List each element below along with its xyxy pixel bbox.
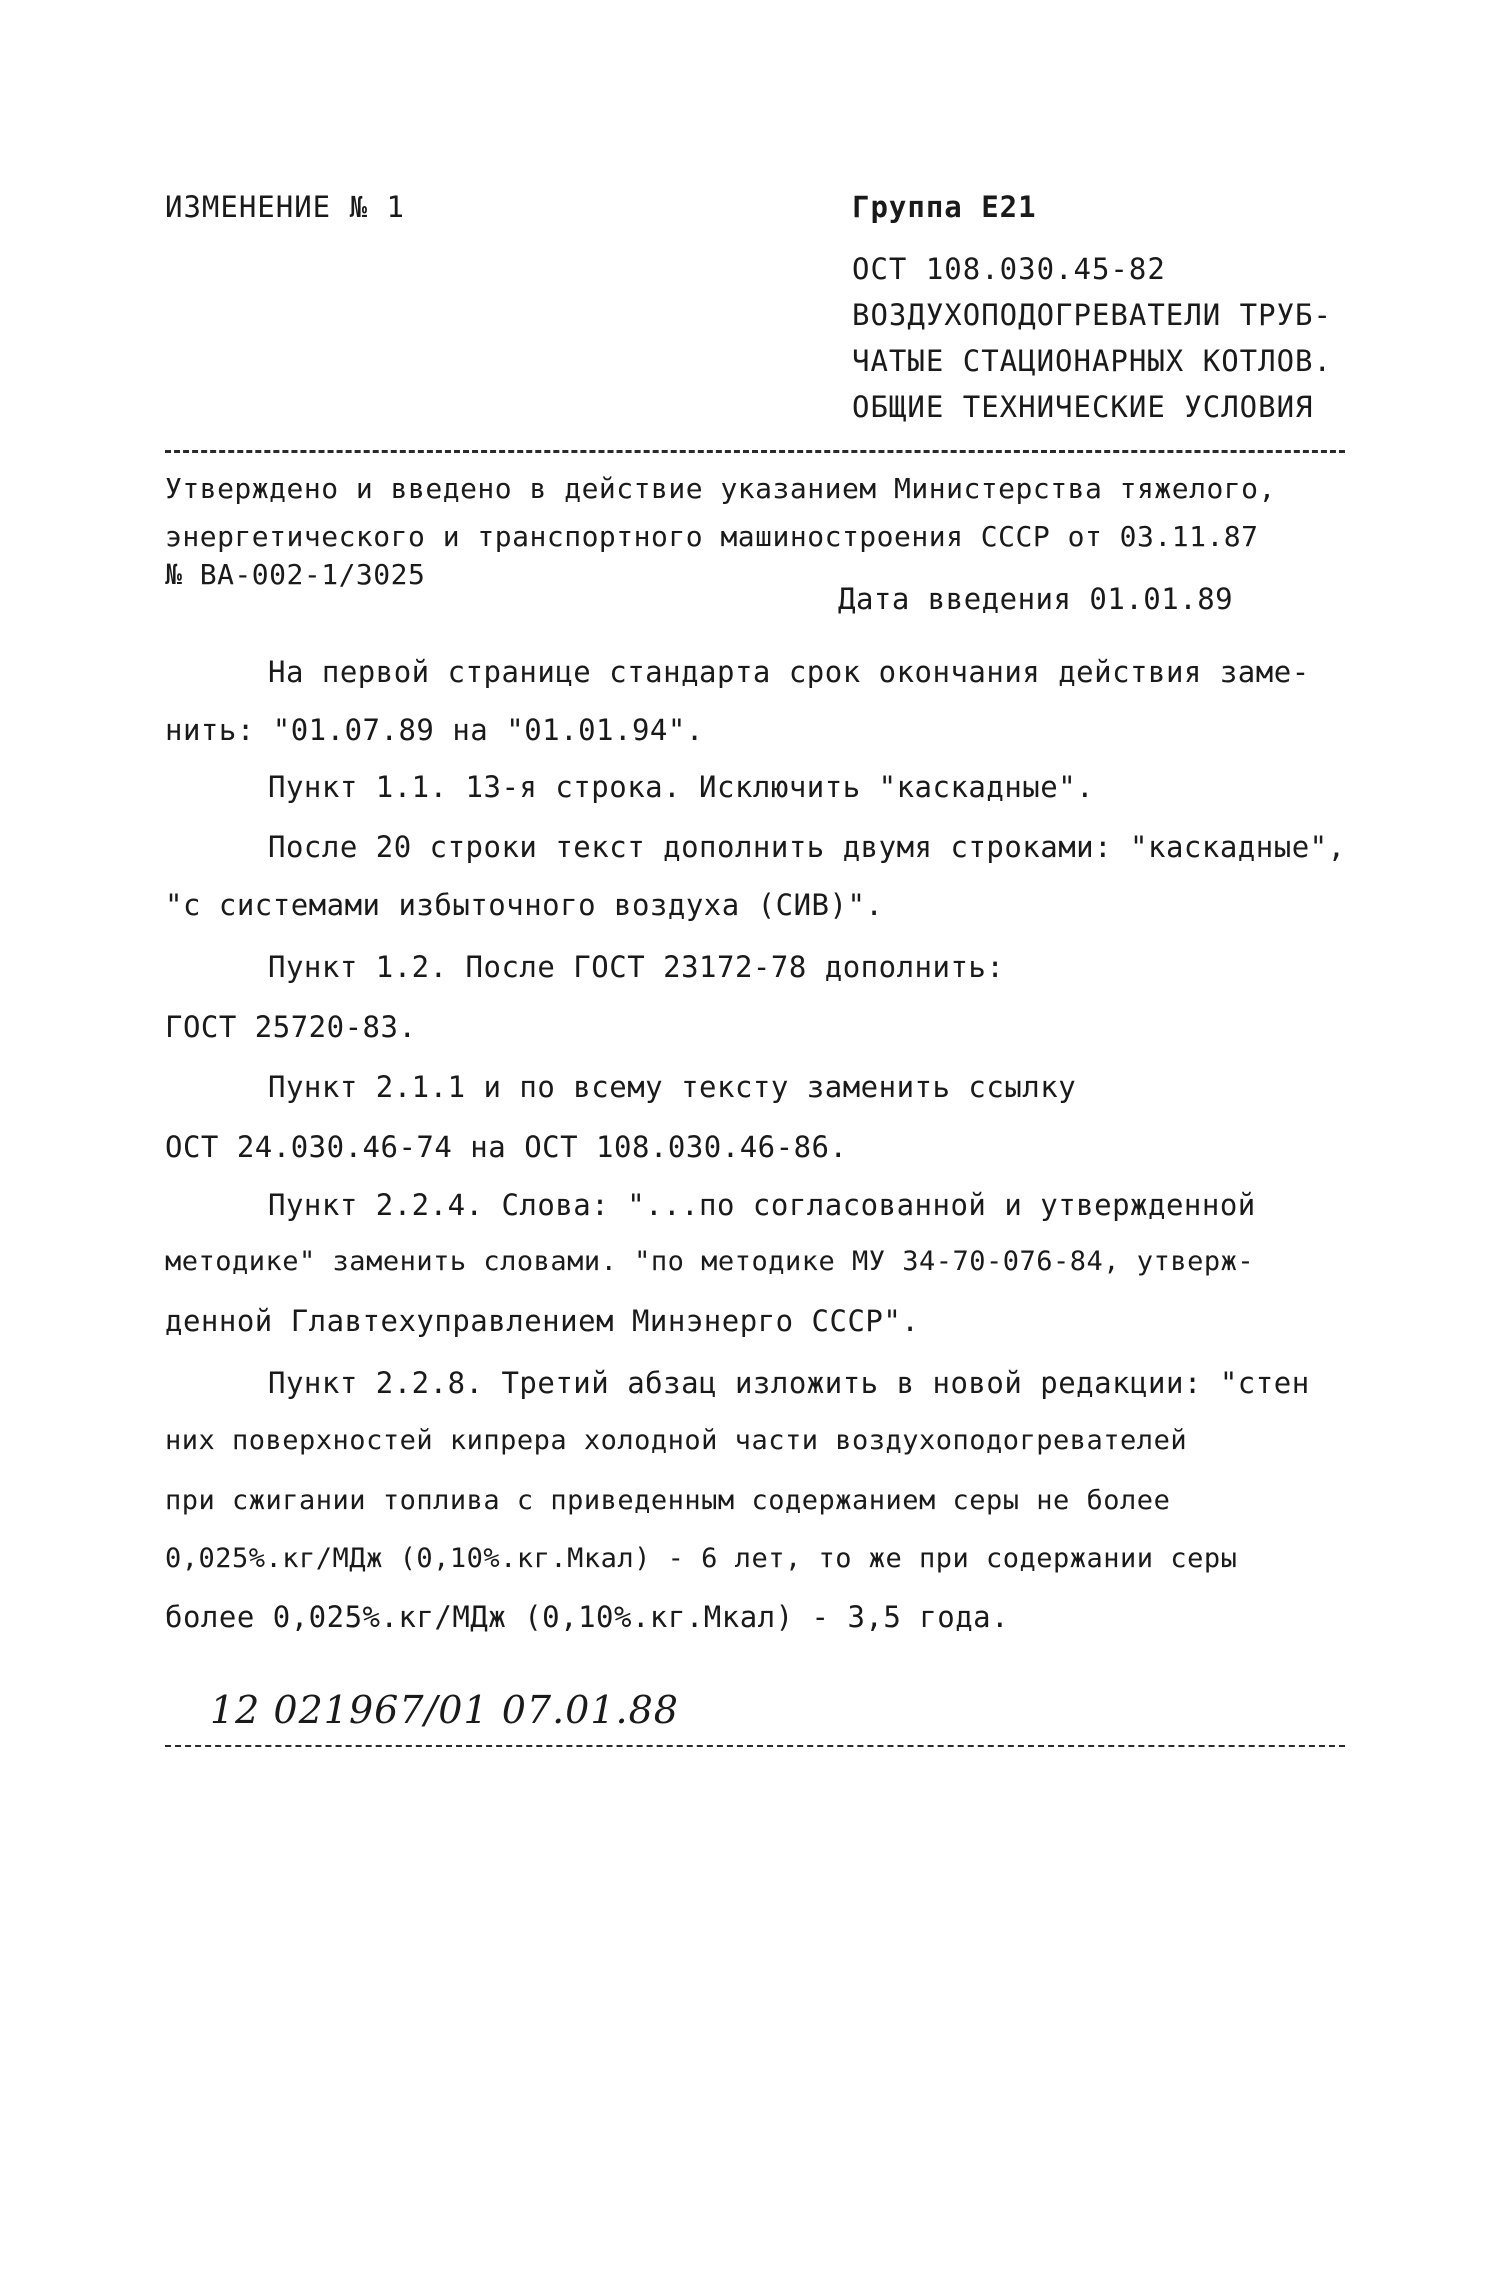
paragraph-3-line-2: "с системами избыточного воздуха (СИВ)". <box>165 888 884 922</box>
approval-line-2: энергетического и транспортного машиностроения СССР от 03.11.87 <box>165 520 1259 553</box>
title-line-1: ВОЗДУХОПОДОГРЕВАТЕЛИ ТРУБ- <box>852 298 1332 332</box>
paragraph-6-line-1: Пункт 2.2.4. Слова: "...по согласованной и утвержденной <box>268 1188 1256 1222</box>
footer-underline <box>165 1745 1345 1747</box>
paragraph-6-line-2: методике" заменить словами. "по методике МУ 34-70-076-84, утверж- <box>165 1246 1255 1277</box>
paragraph-5-line-1: Пункт 2.1.1 и по всему тексту заменить ссылку <box>268 1070 1077 1104</box>
registration-handwriting: 12 021967/01 07.01.88 <box>210 1688 679 1732</box>
paragraph-3-line-1: После 20 строки текст дополнить двумя строками: "каскадные", <box>268 830 1346 864</box>
approval-line-3: № ВА-002-1/3025 <box>165 558 426 591</box>
group-label: Группа Е21 <box>852 190 1037 224</box>
paragraph-5-line-2: ОСТ 24.030.46-74 на ОСТ 108.030.46-86. <box>165 1130 848 1164</box>
title-line-2: ЧАТЫЕ СТАЦИОНАРНЫХ КОТЛОВ. <box>852 344 1332 378</box>
header-separator <box>165 450 1345 453</box>
paragraph-7-line-5: более 0,025%.кг/МДж (0,10%.кг.Мкал) - 3,5 года. <box>165 1600 1010 1634</box>
paragraph-4-line-2: ГОСТ 25720-83. <box>165 1010 417 1044</box>
standard-code: ОСТ 108.030.45-82 <box>852 252 1166 286</box>
paragraph-1-line-1: На первой странице стандарта срок окончания действия заме- <box>268 655 1310 689</box>
effective-date: Дата введения 01.01.89 <box>838 582 1234 616</box>
change-label: ИЗМЕНЕНИЕ № 1 <box>165 190 405 224</box>
paragraph-7-line-4: 0,025%.кг/МДж (0,10%.кг.Мкал) - 6 лет, то же при содержании серы <box>165 1543 1238 1574</box>
paragraph-1-line-2: нить: "01.07.89 на "01.01.94". <box>165 713 704 747</box>
paragraph-7-line-2: них поверхностей кипрера холодной части воздухоподогревателей <box>165 1425 1188 1456</box>
title-line-3: ОБЩИЕ ТЕХНИЧЕСКИЕ УСЛОВИЯ <box>852 390 1314 424</box>
paragraph-7-line-3: при сжигании топлива с приведенным содержанием серы не более <box>165 1485 1171 1516</box>
paragraph-4-line-1: Пункт 1.2. После ГОСТ 23172-78 дополнить: <box>268 950 1005 984</box>
approval-line-1: Утверждено и введено в действие указанием Министерства тяжелого, <box>165 472 1276 505</box>
paragraph-2-line-1: Пункт 1.1. 13-я строка. Исключить "каскадные". <box>268 770 1095 804</box>
paragraph-6-line-3: денной Главтехуправлением Минэнерго СССР". <box>165 1304 920 1338</box>
paragraph-7-line-1: Пункт 2.2.8. Третий абзац изложить в новой редакции: "стен <box>268 1366 1310 1400</box>
